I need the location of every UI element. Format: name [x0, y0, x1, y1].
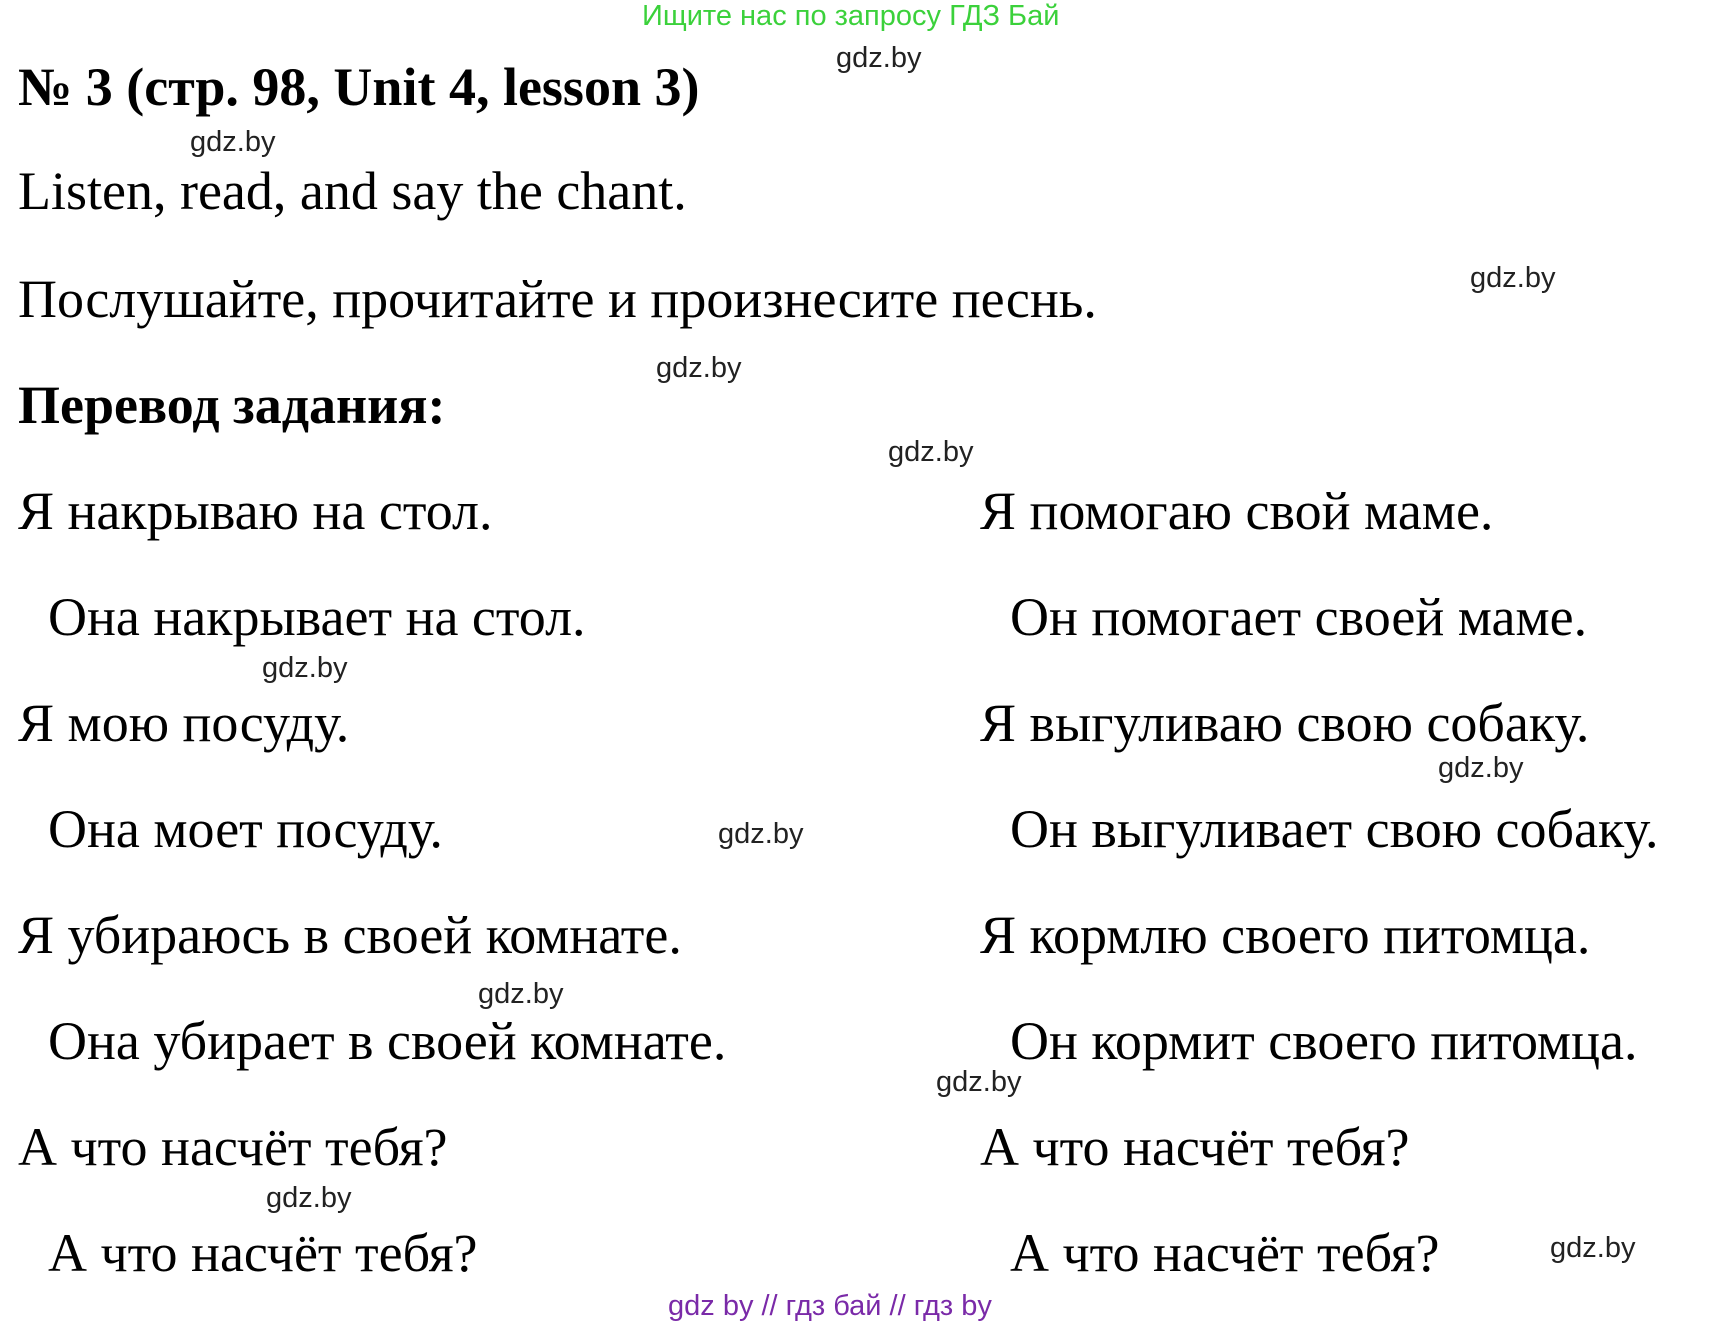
- chant-left-line: Я убираюсь в своей комнате.: [18, 905, 682, 965]
- chant-right-line: Я выгуливаю свою собаку.: [980, 693, 1590, 753]
- watermark: gdz.by: [266, 1182, 352, 1214]
- watermark: gdz.by: [888, 436, 974, 468]
- chant-left-line: Она накрывает на стол.: [48, 587, 586, 647]
- chant-left-line: Она моет посуду.: [48, 799, 443, 859]
- watermark: gdz.by: [1550, 1232, 1636, 1264]
- watermark: gdz.by: [190, 126, 276, 158]
- translation-heading: Перевод задания:: [18, 375, 446, 435]
- chant-right-line: Он помогает своей маме.: [1010, 587, 1588, 647]
- chant-left-line: А что насчёт тебя?: [48, 1223, 478, 1283]
- chant-right-line: Я помогаю свой маме.: [980, 481, 1494, 541]
- watermark: gdz.by: [262, 652, 348, 684]
- watermark: gdz.by: [656, 352, 742, 384]
- watermark: gdz.by: [1438, 752, 1524, 784]
- chant-right-line: Я кормлю своего питомца.: [980, 905, 1591, 965]
- chant-left-line: А что насчёт тебя?: [18, 1117, 448, 1177]
- task-title: № 3 (стр. 98, Unit 4, lesson 3): [18, 57, 700, 117]
- chant-right-line: Он кормит своего питомца.: [1010, 1011, 1638, 1071]
- chant-left-line: Я мою посуду.: [18, 693, 350, 753]
- watermark: gdz.by: [478, 978, 564, 1010]
- footer-links[interactable]: gdz by // гдз бай // гдз by: [668, 1290, 992, 1322]
- chant-left-line: Я накрываю на стол.: [18, 481, 493, 541]
- chant-right-line: А что насчёт тебя?: [980, 1117, 1410, 1177]
- watermark: gdz.by: [836, 42, 922, 74]
- watermark: gdz.by: [718, 818, 804, 850]
- instruction-russian: Послушайте, прочитайте и произнесите песнь.: [18, 269, 1097, 329]
- chant-right-line: Он выгуливает свою собаку.: [1010, 799, 1659, 859]
- search-hint-link[interactable]: Ищите нас по запросу ГДЗ Бай: [642, 0, 1060, 32]
- watermark: gdz.by: [936, 1066, 1022, 1098]
- instruction-english: Listen, read, and say the chant.: [18, 161, 687, 221]
- chant-left-line: Она убирает в своей комнате.: [48, 1011, 727, 1071]
- chant-right-line: А что насчёт тебя?: [1010, 1223, 1440, 1283]
- watermark: gdz.by: [1470, 262, 1556, 294]
